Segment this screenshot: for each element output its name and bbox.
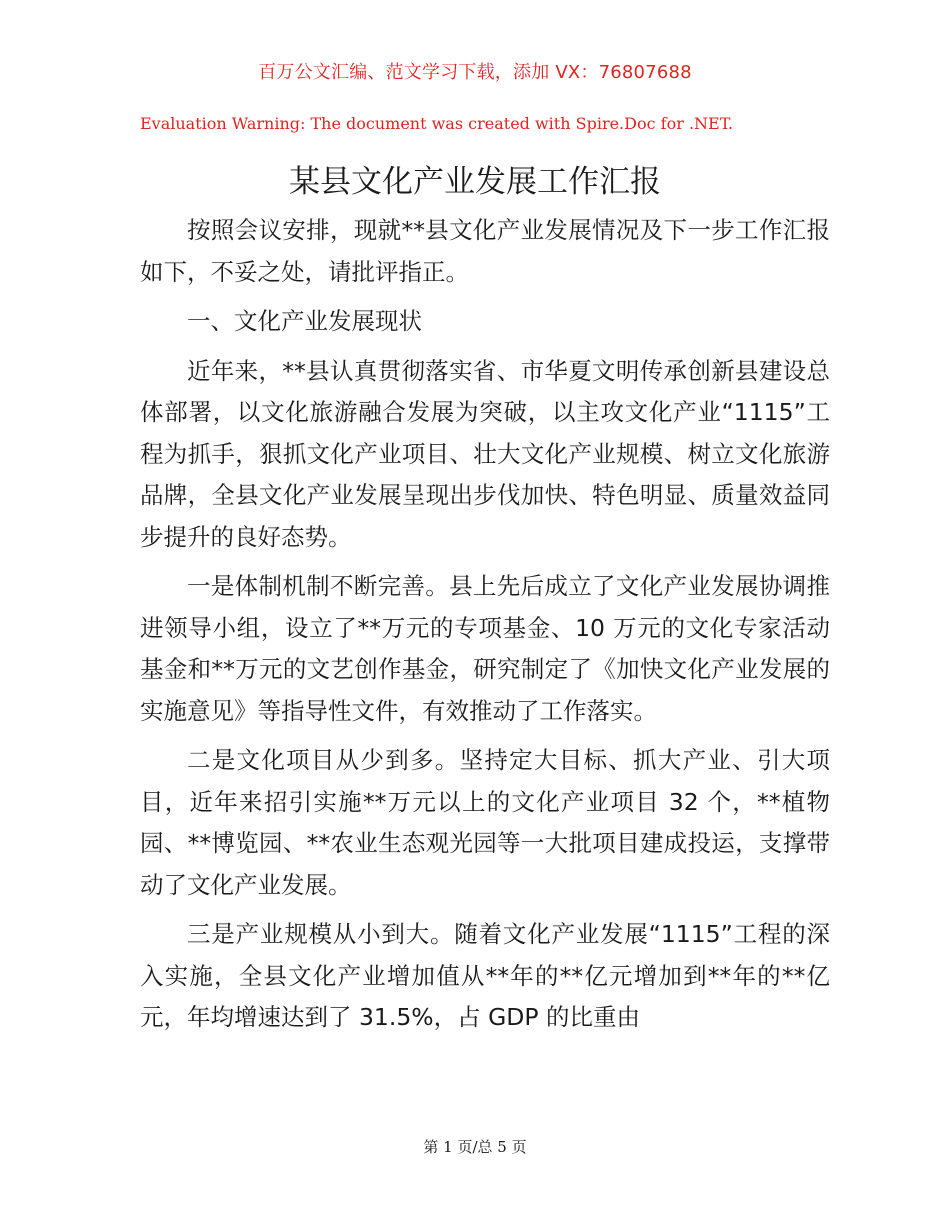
paragraph-intro: 按照会议安排，现就**县文化产业发展情况及下一步工作汇报如下，不妥之处，请批评指正。: [140, 216, 830, 286]
header-banner: 百万公文汇编、范文学习下载，添加 VX：76807688: [258, 62, 692, 83]
page-number: 第 1 页/总 5 页: [423, 1138, 527, 1156]
evaluation-warning: Evaluation Warning: The document was created with Spire.Doc for .NET.: [140, 114, 734, 133]
document-title: 某县文化产业发展工作汇报: [289, 164, 661, 200]
paragraph-point-two: 二是文化项目从少到多。坚持定大目标、抓大产业、引大项目，近年来招引实施**万元以上的文化产业项目 32 个，**植物园、**博览园、**农业生态观光园等一大批项目建成投运，支撑带动了文化产业发展。: [140, 746, 830, 899]
document-body: [140, 210, 830, 1039]
paragraph-point-three: 三是产业规模从小到大。随着文化产业发展“1115”工程的深入实施，全县文化产业增加值从**年的**亿元增加到**年的**亿元，年均增速达到了 31.5%，占 GDP 的比重由: [140, 920, 830, 1031]
paragraph-overview: 近年来，**县认真贯彻落实省、市华夏文明传承创新县建设总体部署，以文化旅游融合发展为突破，以主攻文化产业“1115”工程为抓手，狠抓文化产业项目、壮大文化产业规模、树立文化旅游品牌，全县文化产业发展呈现出步伐加快、特色明显、质量效益同步提升的良好态势。: [140, 356, 830, 551]
section-heading: 一、文化产业发展现状: [187, 307, 422, 335]
paragraph-point-one: 一是体制机制不断完善。县上先后成立了文化产业发展协调推进领导小组，设立了**万元的专项基金、10 万元的文化专家活动基金和**万元的文艺创作基金，研究制定了《加快文化产业发展的实施意见》等指导性文件，有效推动了工作落实。: [140, 572, 830, 725]
